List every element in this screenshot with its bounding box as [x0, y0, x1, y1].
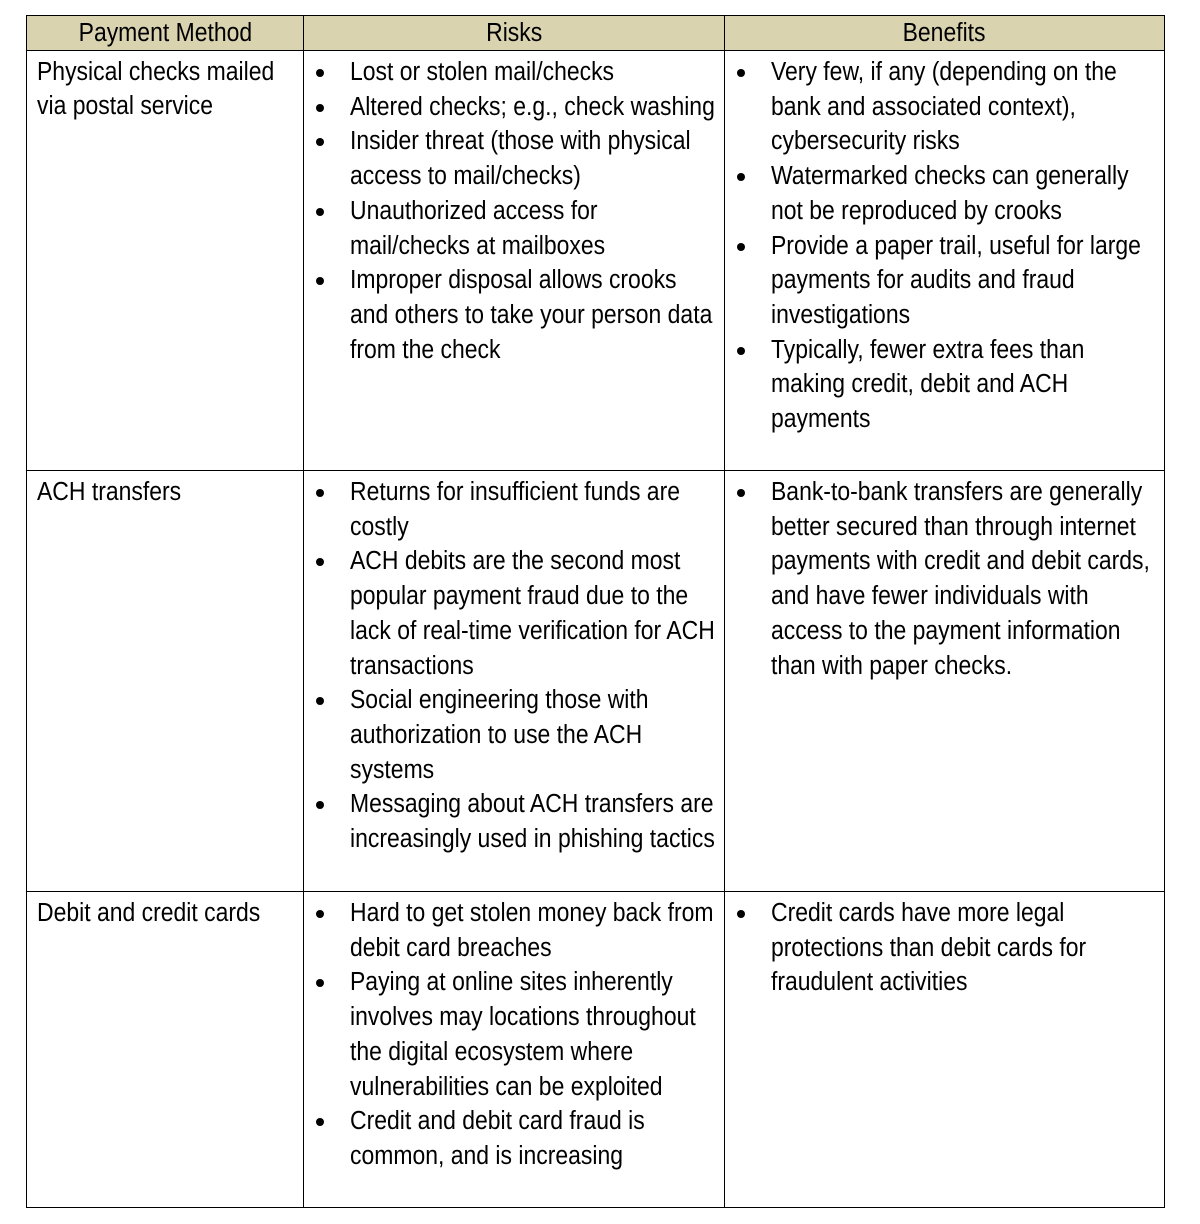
- benefits-cell: [725, 892, 1165, 1208]
- bullet-icon: [316, 1118, 324, 1126]
- risks-cell: [304, 471, 725, 892]
- header-benefits: Benefits: [725, 16, 1165, 51]
- risks-cell: [304, 892, 725, 1208]
- bullet-icon: [316, 69, 324, 77]
- bullet-icon: [316, 208, 324, 216]
- list-item: Watermarked checks can generally not be reproduced by crooks: [725, 159, 1158, 228]
- list-item: Lost or stolen mail/checks: [304, 55, 718, 90]
- bullet-icon: [737, 910, 745, 918]
- table-row: [27, 471, 1165, 892]
- header-row: [27, 16, 1165, 51]
- header-risks: Risks: [304, 16, 725, 51]
- method-name: Debit and credit cards: [37, 899, 261, 927]
- benefits-list: [725, 892, 1164, 1000]
- method-name: ACH transfers: [37, 478, 182, 506]
- bullet-icon: [737, 347, 745, 355]
- bullet-icon: [316, 138, 324, 146]
- list-item: Provide a paper trail, useful for large payments for audits and fraud investigations: [725, 229, 1158, 333]
- bullet-icon: [737, 173, 745, 181]
- benefits-cell: [725, 471, 1165, 892]
- bullet-icon: [316, 104, 324, 112]
- bullet-icon: [737, 69, 745, 77]
- list-item: Hard to get stolen money back from debit card breaches: [304, 896, 718, 965]
- list-item: Credit cards have more legal protections than debit cards for fraudulent activities: [725, 896, 1158, 1000]
- method-cell: [27, 892, 304, 1208]
- risks-list: [304, 471, 724, 857]
- bullet-icon: [737, 489, 745, 497]
- list-item: Bank-to-bank transfers are generally better secured than through internet payments with credit and debit cards, and have fewer individuals with access to the payment information than with paper checks.: [725, 475, 1158, 683]
- bullet-icon: [737, 243, 745, 251]
- list-item: Typically, fewer extra fees than making credit, debit and ACH payments: [725, 333, 1158, 437]
- bullet-icon: [316, 801, 324, 809]
- benefits-list: [725, 51, 1164, 437]
- bullet-icon: [316, 489, 324, 497]
- list-item: Social engineering those with authorization to use the ACH systems: [304, 683, 718, 787]
- bullet-icon: [316, 910, 324, 918]
- risks-cell: [304, 51, 725, 471]
- header-payment-method: Payment Method: [27, 16, 304, 51]
- table-row: [27, 892, 1165, 1208]
- bullet-icon: [316, 277, 324, 285]
- benefits-list: [725, 471, 1164, 683]
- method-name: Physical checks mailed via postal service: [37, 58, 275, 120]
- method-cell: [27, 51, 304, 471]
- payment-methods-table: [26, 15, 1165, 1208]
- list-item: Altered checks; e.g., check washing: [304, 90, 718, 125]
- list-item: Credit and debit card fraud is common, and is increasing: [304, 1104, 718, 1173]
- list-item: Paying at online sites inherently involves may locations throughout the digital ecosystem where vulnerabilities can be exploited: [304, 965, 718, 1104]
- list-item: Unauthorized access for mail/checks at mailboxes: [304, 194, 718, 263]
- benefits-cell: [725, 51, 1165, 471]
- list-item: Returns for insufficient funds are costly: [304, 475, 718, 544]
- bullet-icon: [316, 558, 324, 566]
- bullet-icon: [316, 697, 324, 705]
- list-item: Messaging about ACH transfers are increasingly used in phishing tactics: [304, 787, 718, 856]
- list-item: Insider threat (those with physical access to mail/checks): [304, 124, 718, 193]
- risks-list: [304, 892, 724, 1174]
- risks-list: [304, 51, 724, 367]
- list-item: Improper disposal allows crooks and others to take your person data from the check: [304, 263, 718, 367]
- bullet-icon: [316, 979, 324, 987]
- table-row: [27, 51, 1165, 471]
- list-item: Very few, if any (depending on the bank and associated context), cybersecurity risks: [725, 55, 1158, 159]
- list-item: ACH debits are the second most popular payment fraud due to the lack of real-time verification for ACH transactions: [304, 544, 718, 683]
- method-cell: [27, 471, 304, 892]
